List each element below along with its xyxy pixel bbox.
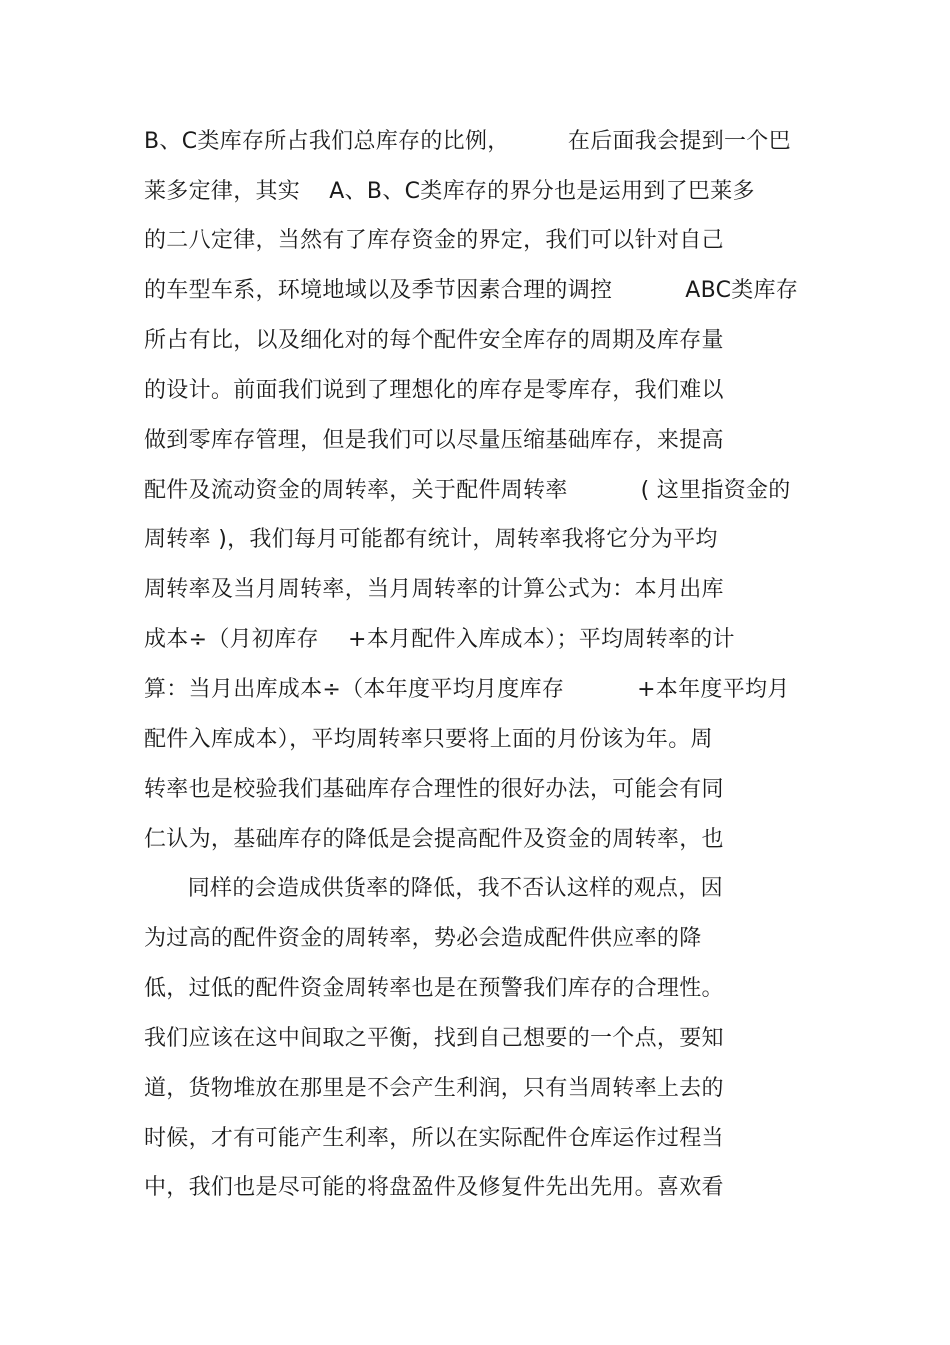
- paragraph-line: 成本÷（月初库存 +本月配件入库成本）；平均周转率的计: [144, 627, 735, 652]
- paragraph-line: 配件入库成本），平均周转率只要将上面的月份该为年。周: [144, 727, 713, 752]
- paragraph-line: 周转率 )，我们每月可能都有统计，周转率我将它分为平均: [144, 527, 718, 552]
- paragraph-line: 转率也是校验我们基础库存合理性的很好办法，可能会有同: [144, 777, 724, 802]
- paragraph-line: 做到零库存管理，但是我们可以尽量压缩基础库存，来提高: [144, 428, 724, 453]
- paragraph-line: 仁认为，基础库存的降低是会提高配件及资金的周转率，也: [144, 827, 724, 852]
- paragraph-line: 配件及流动资金的周转率，关于配件周转率 ( 这里指资金的: [144, 478, 791, 503]
- paragraph-line: 周转率及当月周转率，当月周转率的计算公式为：本月出库: [144, 577, 724, 602]
- paragraph-line: 道，货物堆放在那里是不会产生利润，只有当周转率上去的: [144, 1076, 724, 1101]
- paragraph-line: 莱多定律，其实 A、B、C类库存的界分也是运用到了巴莱多: [144, 179, 755, 204]
- paragraph-line: 时候，才有可能产生利率，所以在实际配件仓库运作过程当: [144, 1126, 724, 1151]
- paragraph-line: 同样的会造成供货率的降低，我不否认这样的观点，因: [144, 876, 723, 901]
- paragraph-line: 的二八定律，当然有了库存资金的界定，我们可以针对自己: [144, 228, 724, 253]
- paragraph-line: 的设计。前面我们说到了理想化的库存是零库存，我们难以: [144, 378, 724, 403]
- paragraph-line: 为过高的配件资金的周转率，势必会造成配件供应率的降: [144, 926, 702, 951]
- paragraph-line: 低，过低的配件资金周转率也是在预警我们库存的合理性。: [144, 976, 724, 1001]
- paragraph-line: 所占有比，以及细化对的每个配件安全库存的周期及库存量: [144, 328, 724, 353]
- paragraph-line: B、C类库存所占我们总库存的比例， 在后面我会提到一个巴: [144, 129, 791, 154]
- paragraph-line: 算：当月出库成本÷（本年度平均月度库存 +本年度平均月: [144, 677, 790, 702]
- paragraph-line: 我们应该在这中间取之平衡，找到自己想要的一个点，要知: [144, 1026, 724, 1051]
- paragraph-line: 中，我们也是尽可能的将盘盈件及修复件先出先用。喜欢看: [144, 1175, 724, 1200]
- paragraph-line: 的车型车系，环境地域以及季节因素合理的调控 ABC类库存: [144, 278, 799, 303]
